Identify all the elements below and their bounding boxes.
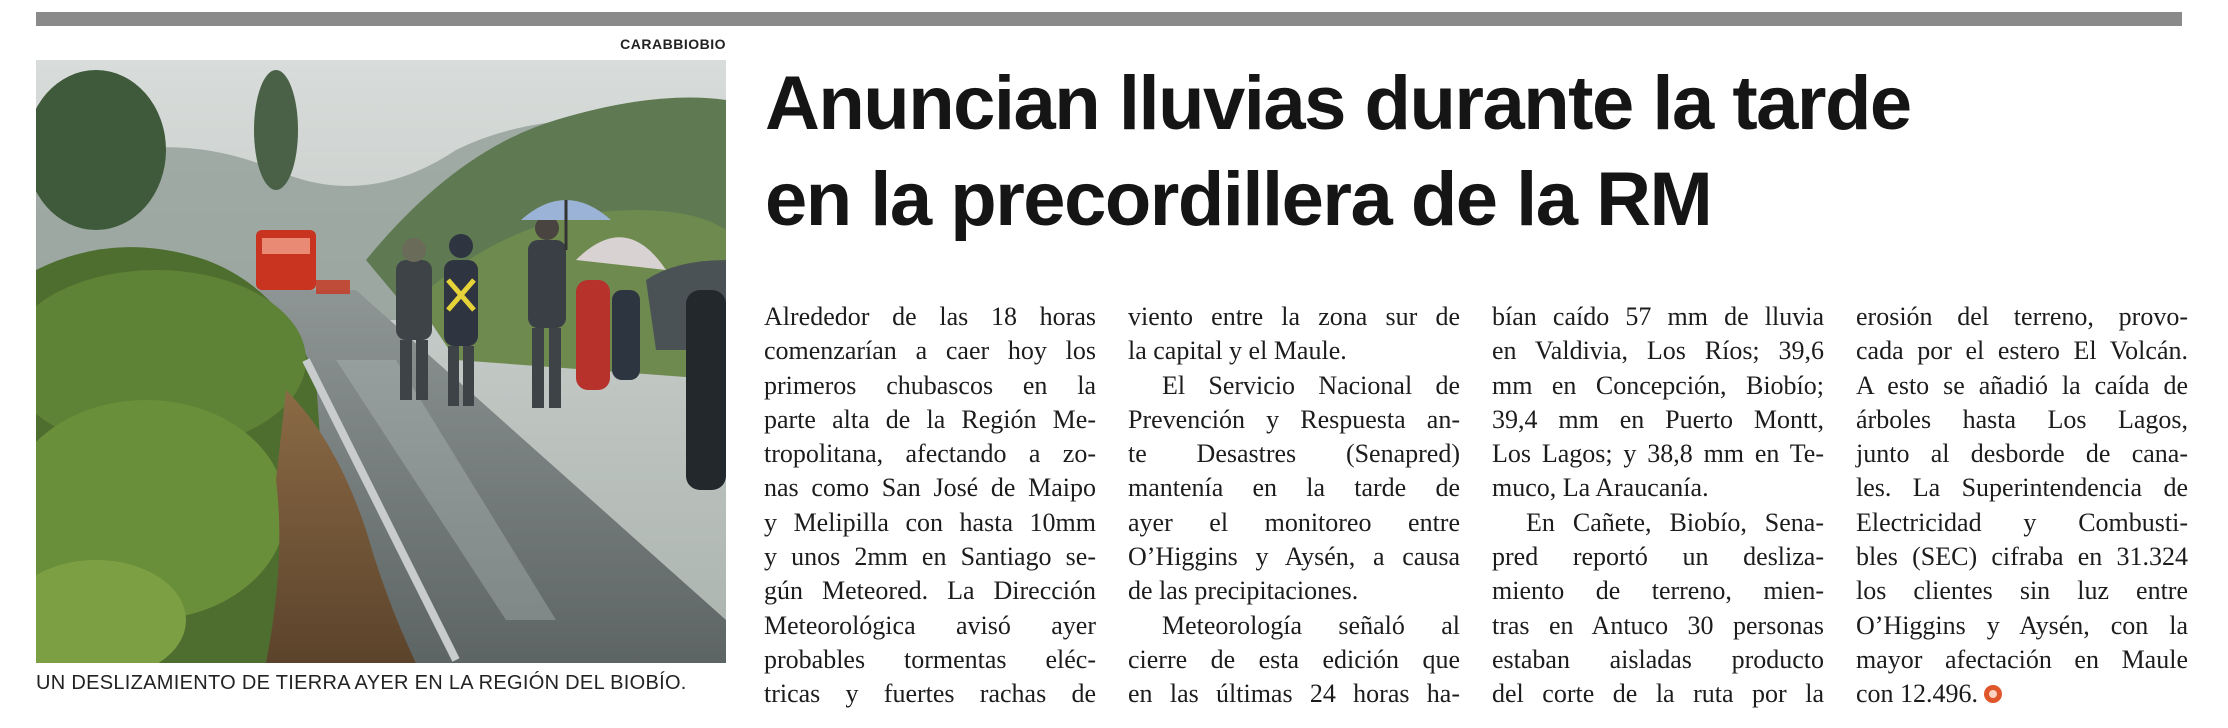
column-line: Alrededor de las 18 horas (764, 302, 1096, 331)
column-line: los clientes sin luz entre (1856, 576, 2188, 606)
column-line: O’Higgins y Aysén, a causa (1128, 542, 1460, 572)
column-line: en Valdivia, Los Ríos; 39,6 (1492, 336, 1824, 366)
column-line: Meteorología señaló al (1162, 610, 1460, 640)
column-line: A esto se añadió la caída de (1856, 370, 2188, 400)
column-line: pred reportó un desliza- (1492, 542, 1824, 572)
column-line: viento entre la zona sur de (1128, 302, 1460, 331)
column-line: Prevención y Respuesta an- (1128, 404, 1460, 434)
column-line: 39,4 mm en Puerto Montt, (1492, 404, 1824, 434)
column-line: del corte de la ruta por la (1492, 679, 1824, 709)
column-line: la capital y el Maule. (1128, 336, 1347, 366)
column-line: gún Meteored. La Dirección (764, 576, 1096, 606)
article-column-2 (1128, 300, 1460, 712)
column-line: parte alta de la Región Me- (764, 404, 1096, 434)
column-last-line (1856, 677, 2188, 711)
column-line: muco, La Araucanía. (1492, 473, 1709, 503)
column-line: árboles hasta Los Lagos, (1856, 404, 2188, 434)
column-line: tricas y fuertes rachas de (764, 679, 1096, 709)
column-line: y unos 2mm en Santiago se- (764, 542, 1096, 572)
column-line: bían caído 57 mm de lluvia (1492, 302, 1824, 331)
landslide-photo-illustration (36, 60, 726, 663)
column-line: les. La Superintendencia de (1856, 473, 2188, 503)
column-line: con 12.496. (1856, 679, 1979, 709)
photo-caption: UN DESLIZAMIENTO DE TIERRA AYER EN LA REGIÓN DEL BIOBÍO. (36, 672, 687, 694)
news-photo (36, 60, 726, 663)
column-line: Meteorológica avisó ayer (764, 610, 1096, 640)
column-line: mayor afectación en Maule (1856, 644, 2188, 674)
column-line: comenzarían a caer hoy los (764, 336, 1096, 366)
column-line: miento de terreno, mien- (1492, 576, 1824, 606)
column-line: y Melipilla con hasta 10mm (764, 507, 1096, 537)
column-line: Los Lagos; y 38,8 mm en Te- (1492, 439, 1824, 469)
column-line: O’Higgins y Aysén, con la (1856, 610, 2188, 640)
column-line: te Desastres (Senapred) (1128, 439, 1460, 469)
column-line: cada por el estero El Volcán. (1856, 336, 2188, 366)
column-line: en las últimas 24 horas ha- (1128, 679, 1460, 709)
top-rule (36, 12, 2182, 26)
column-line: estaban aisladas producto (1492, 644, 1824, 674)
headline (765, 56, 2185, 248)
column-line: tras en Antuco 30 personas (1492, 610, 1824, 640)
column-line: ayer el monitoreo entre (1128, 507, 1460, 537)
column-line: Electricidad y Combusti- (1856, 507, 2188, 537)
column-line: mantenía en la tarde de (1128, 473, 1460, 503)
column-line: mm en Concepción, Biobío; (1492, 370, 1824, 400)
article-column-4 (1856, 300, 2188, 712)
column-line: de las precipitaciones. (1128, 576, 1359, 606)
article-column-1 (764, 300, 1096, 712)
column-line: tropolitana, afectando a zo- (764, 439, 1096, 469)
column-line: cierre de esta edición que (1128, 644, 1460, 674)
photo-credit: CARABBIOBIO (620, 36, 726, 52)
column-line: probables tormentas eléc- (764, 644, 1096, 674)
end-of-article-icon (1984, 685, 2002, 703)
headline-line-2: en la precordillera de la RM (765, 157, 1712, 242)
column-line: nas como San José de Maipo (764, 473, 1096, 503)
column-line: erosión del terreno, provo- (1856, 302, 2188, 331)
column-line: El Servicio Nacional de (1162, 370, 1460, 400)
article-column-3 (1492, 300, 1824, 712)
column-line: primeros chubascos en la (764, 370, 1096, 400)
column-line: En Cañete, Biobío, Sena- (1526, 507, 1824, 537)
headline-line-1: Anuncian lluvias durante la tarde (765, 61, 1911, 146)
column-line: bles (SEC) cifraba en 31.324 (1856, 542, 2188, 572)
column-line: junto al desborde de cana- (1856, 439, 2188, 469)
